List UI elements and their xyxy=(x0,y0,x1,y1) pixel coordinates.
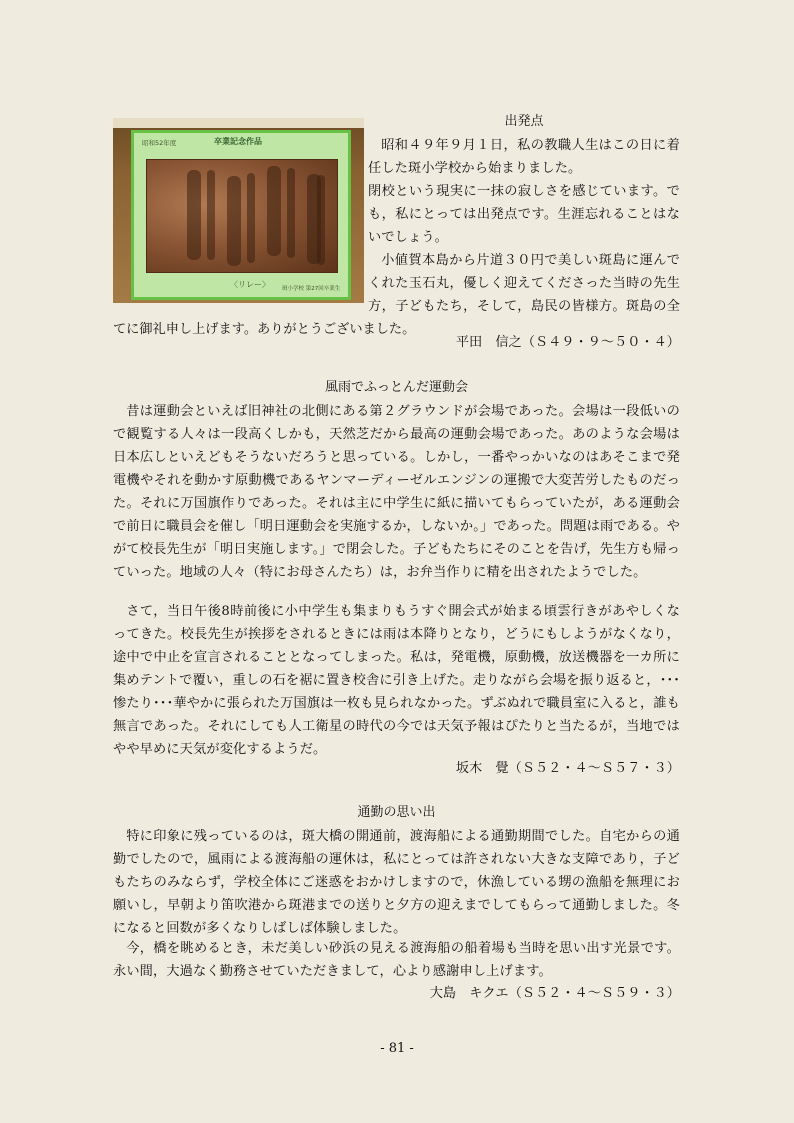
photo-wall xyxy=(113,118,364,128)
section3-title: 通勤の思い出 xyxy=(357,805,436,820)
photo-school-label: 斑小学校 第27回卒業生 xyxy=(282,286,341,292)
section2-signature: 坂木 覺（Ｓ５２・４～Ｓ５７・３） xyxy=(455,761,680,776)
section2-paragraph-2: さて，当日午後8時前後に小中学生も集まりもうすぐ開会式が始まる頃雲行きがあやしくなってきた。校長先生が挨拶をされるときには雨は本降りとなり，どうにもしようがなくなり，途中で中止を宣言されることとなってしまった。私は，発電機，原動機，放送機器を一カ所に集めテントで覆い，重しの石を裾に置き校舎に引き上げた。走りながら会場を振り返ると，･･･惨たり･･･華やかに張られた万国旗は一枚も見られなかった。ずぶぬれで職員室に入ると，誰も無言であった。それにしても人工衛星の時代の今では天気予報はぴたりと当たるが，当地ではやや早めに天気が変化するようだ。 xyxy=(113,604,680,757)
section3-signature: 大島 キクエ（Ｓ５２・４～Ｓ５９・３） xyxy=(429,986,680,1001)
section1-paragraph-2: 閉校という現実に一抹の寂しさを感じています。でも，私にとっては出発点です。生涯忘れることはないでしょう。 xyxy=(368,184,680,245)
photo-relay-label: 〈リレー〉 xyxy=(230,280,270,289)
section2-title: 風雨でふっとんだ運動会 xyxy=(324,380,468,395)
section3-paragraph-1: 特に印象に残っているのは，斑大橋の開通前，渡海船による通勤期間でした。自宅からの通勤でしたので，風雨による渡海船の運休は，私にとっては許されない大きな支障であり，子どもたちのみならず，学校全体にご迷惑をおかけしますので，休漁している甥の漁船を無理にお願いし，早朝より笛吹港から斑港までの送りと夕方の迎えまでしてもらって通勤しました。冬になると回数が多くなりしばしば体験しました。 xyxy=(113,829,680,936)
section1-paragraph-3: 小値賀本島から片道３０円で美しい斑島に運んでくれた玉石丸，優しく迎えてくださった当時の先生方，子どもたち，そして，島民の皆様方。斑島の全てに御礼申し上げます。ありがとうございました。 xyxy=(113,253,680,337)
section1-paragraph-1: 昭和４９年９月１日，私の教職人生はこの日に着任した斑小学校から始まりました。 xyxy=(368,138,680,176)
section1-signature: 平田 信之（Ｓ４９・９～５０・４） xyxy=(455,335,680,350)
section2-paragraph-1: 昔は運動会といえば旧神社の北側にある第２グラウンドが会場であった。会場は一段低いので観覧する人々は一段高くしかも，天然芝だから最高の運動会場であった。あのような会場は日本広しといえどもそうないだろうと思っている。しかし，一番やっかいなのはあそこまで発電機やそれを動かす原動機であるヤンマーディーゼルエンジンの運搬で大変苦労したものだった。それに万国旗作りであった。それは主に中学生に紙に描いてもらっていたが，ある運動会で前日に職員会を催し「明日運動会を実施するか，しないか。」であった。問題は雨である。やがて校長先生が「明日実施します。」で閉会した。子どもたちにそのことを告げ，先生方も帰っていった。地域の人々（特にお母さんたち）は，お弁当作りに精を出されたようでした。 xyxy=(113,404,680,580)
photo-caption-title: 卒業記念作品 xyxy=(214,137,262,146)
photo-small-label: 昭和52年度 xyxy=(142,139,177,147)
page-number: - 81 - xyxy=(380,1041,414,1056)
section1-paragraph-3-wrap xyxy=(113,249,680,341)
section3-paragraph-2: 今，橋を眺めるとき，未だ美しい砂浜の見える渡海船の船着場も当時を思い出す光景です。永い間，大過なく勤務させていただきまして，心より感謝申し上げます。 xyxy=(113,941,680,979)
section1-title: 出発点 xyxy=(504,114,544,129)
